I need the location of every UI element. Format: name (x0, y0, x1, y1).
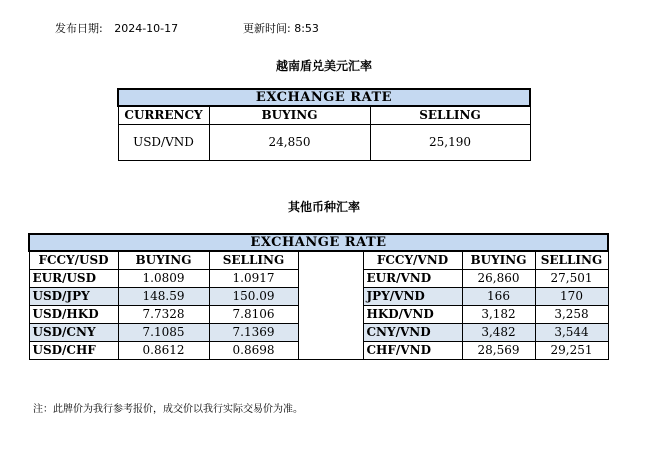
other-rates-table (28, 233, 609, 360)
table-row: USD/HKD 7.7328 7.8106 HKD/VND 3,182 3,258 (29, 305, 608, 323)
table-row: EUR/USD 1.0809 1.0917 EUR/VND 26,860 27,501 (29, 269, 608, 287)
column-header: SELLING (209, 251, 298, 269)
vnd-usd-title: 越南盾兑美元汇率 (275, 59, 372, 73)
update-time: 更新时间: 8:53 (243, 22, 319, 35)
column-header: BUYING (462, 251, 535, 269)
table-row: USD/VND 24,850 25,190 (118, 124, 530, 160)
table-header: EXCHANGE RATE (29, 234, 608, 251)
column-header: SELLING (370, 106, 530, 124)
column-header: FCCY/VND (363, 251, 462, 269)
vnd-usd-table (117, 88, 531, 161)
column-header: FCCY/USD (29, 251, 118, 269)
other-currencies-title: 其他币种汇率 (287, 200, 360, 214)
column-header: BUYING (118, 251, 209, 269)
footer-note: 注：此牌价为我行参考报价，成交价以我行实际交易价为准。 (33, 404, 303, 415)
table-row: USD/CNY 7.1085 7.1369 CNY/VND 3,482 3,544 (29, 323, 608, 341)
table-header: EXCHANGE RATE (118, 89, 530, 106)
publish-date: 发布日期: 2024-10-17 (55, 22, 179, 35)
column-header: BUYING (209, 106, 370, 124)
table-row: USD/JPY 148.59 150.09 JPY/VND 166 170 (29, 287, 608, 305)
column-header: SELLING (535, 251, 608, 269)
table-row: USD/CHF 0.8612 0.8698 CHF/VND 28,569 29,251 (29, 341, 608, 359)
column-header: CURRENCY (118, 106, 209, 124)
